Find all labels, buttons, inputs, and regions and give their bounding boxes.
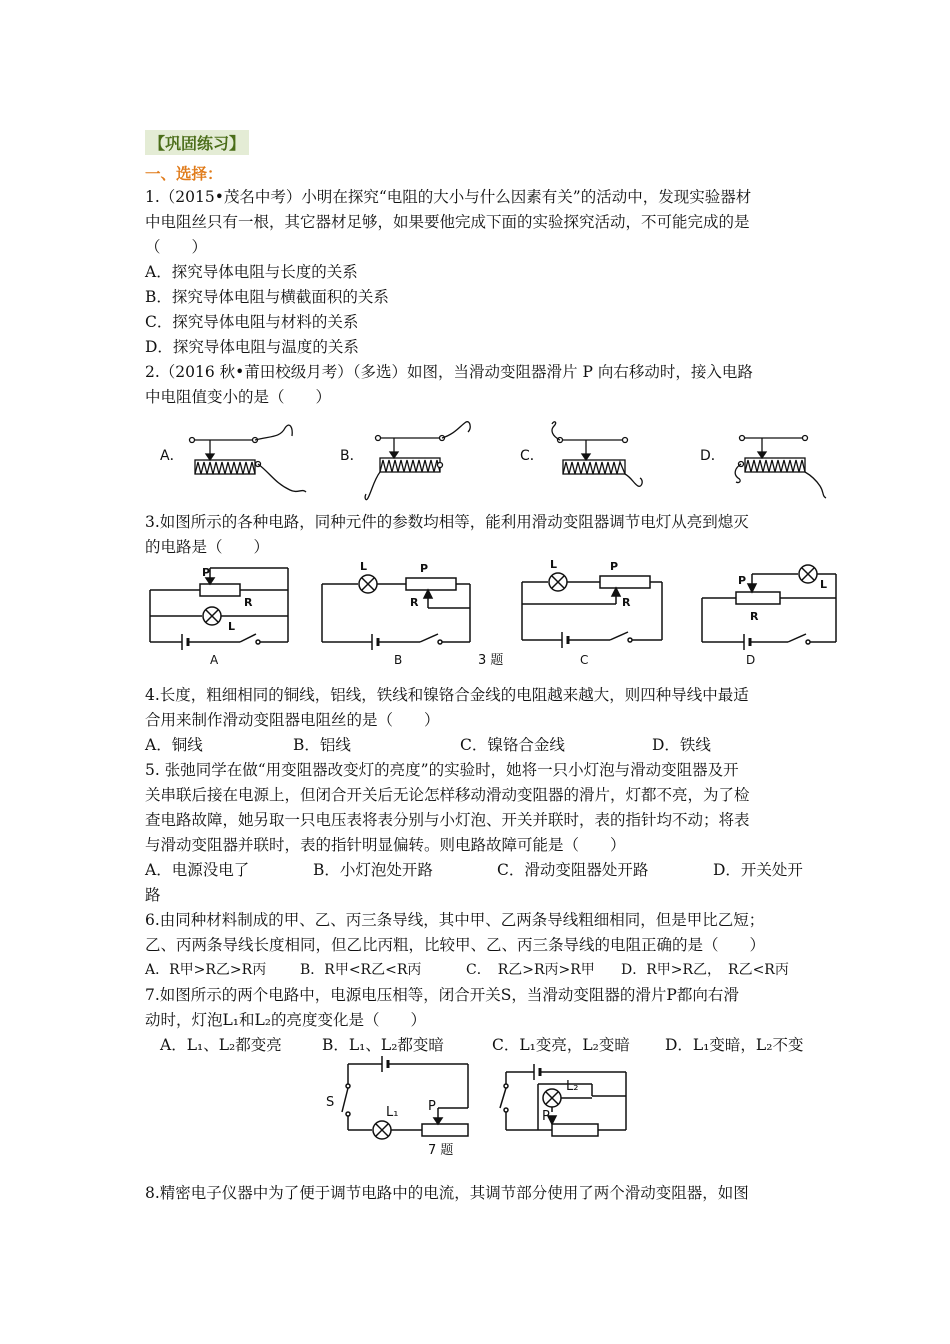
q2-line1: 2.（2016 秋•莆田校级月考）（多选）如图，当滑动变阻器滑片 P 向右移动时，接入电路 [145,363,753,381]
q3-d-label-p: P [738,574,747,587]
q7-figure-caption: 7 题 [428,1143,454,1158]
q1-line3: （ ） [145,238,208,256]
q2-figure-c [552,422,642,486]
q7-option-b: B．L₁、L₂都变暗 [322,1036,444,1054]
q2-figure-a [190,425,307,492]
q7-option-c: C．L₁变亮，L₂变暗 [492,1036,630,1054]
q3-circuit-figures [140,560,840,672]
q6-option-c: C． R乙>R丙>R甲 [466,962,595,978]
q5-option-d-wrap: 路 [145,886,161,904]
q4-option-c: C．镍铬合金线 [460,736,565,754]
q3-d-label-l: L [820,578,828,591]
q3-line1: 3.如图所示的各种电路，同种元件的参数均相等，能利用滑动变阻器调节电灯从亮到熄灭 [145,513,749,531]
q7-label-l1: L₁ [386,1105,399,1120]
q3-c-label-l: L [550,560,558,571]
q5-option-c: C．滑动变阻器处开路 [497,861,649,879]
q3-letter-a: A [210,653,219,667]
q6-option-b: B．R甲<R乙<R丙 [300,962,422,978]
section-title: 【巩固练习】 [145,130,249,155]
q1-option-c: C．探究导体电阻与材料的关系 [145,313,359,331]
q4-option-b: B．铝线 [293,736,351,754]
q4-option-a: A．铜线 [145,736,203,754]
q6-option-a: A．R甲>R乙>R丙 [145,962,267,978]
q3-a-label-r: R [244,596,253,609]
q7-label-s: S [326,1095,335,1110]
q5-line3: 查电路故障，她另取一只电压表将表分别与小灯泡、开关并联时，表的指针均不动；将表 [145,811,750,829]
q7-label-l2: L₂ [566,1079,579,1094]
q2-label-b: B． [340,448,364,464]
q3-letter-d: D [746,653,756,667]
q3-a-label-p: P [202,566,211,579]
q3-a-label-l: L [228,620,236,633]
q2-label-c: C． [520,448,544,464]
q7-circuit-right [500,1064,626,1136]
q7-line2: 动时，灯泡L₁和L₂的亮度变化是（ ） [145,1011,427,1029]
q1-option-a: A．探究导体电阻与长度的关系 [145,263,358,281]
q7-label-p-right: P [542,1109,550,1124]
q3-d-label-r: R [750,610,759,623]
q2-rheostat-figures [150,418,830,503]
q3-circuit-d [702,565,836,650]
q7-option-a: A．L₁、L₂都变亮 [160,1036,282,1054]
q3-b-label-p: P [420,562,429,575]
q7-circuit-figures [320,1056,640,1158]
q1-option-b: B．探究导体电阻与横截面积的关系 [145,288,389,306]
q2-label-d: D． [700,448,725,464]
q3-circuit-a [150,568,288,650]
q2-figure-d [735,436,826,499]
q1-line2: 中电阻丝只有一根，其它器材足够，如果要他完成下面的实验探究活动，不可能完成的是 [145,213,750,231]
q5-option-a: A．电源没电了 [145,861,250,879]
subheading: 一、选择： [145,164,223,183]
q4-line1: 4.长度，粗细相同的铜线，铝线，铁线和镍铬合金线的电阻越来越大，则四种导线中最适 [145,686,749,704]
q3-circuit-c [522,573,662,648]
q7-label-p-left: P [428,1099,436,1114]
q3-b-label-l: L [360,560,368,573]
q3-c-label-r: R [622,596,631,609]
q5-line2: 关串联后接在电源上，但闭合开关后无论怎样移动滑动变阻器的滑片，灯都不亮，为了检 [145,786,750,804]
q7-option-d: D．L₁变暗，L₂不变 [665,1036,804,1054]
q8-line1: 8.精密电子仪器中为了便于调节电路中的电流，其调节部分使用了两个滑动变阻器，如图 [145,1184,749,1202]
q7-circuit-left [342,1056,468,1139]
q2-figure-b [365,422,470,500]
q6-line1: 6.由同种材料制成的甲、乙、丙三条导线，其中甲、乙两条导线粗细相同，但是甲比乙短； [145,911,765,929]
q2-line2: 中电阻值变小的是（ ） [145,388,332,406]
q7-line1: 7.如图所示的两个电路中，电源电压相等，闭合开关S，当滑动变阻器的滑片P都向右滑 [145,986,739,1004]
q4-option-d: D．铁线 [652,736,711,754]
q3-c-label-p: P [610,560,619,573]
q3-circuit-b [322,575,470,650]
q3-letter-c: C [580,653,589,667]
q5-line4: 与滑动变阻器并联时，表的指针明显偏转。则电路故障可能是（ ） [145,836,626,854]
q1-option-d: D．探究导体电阻与温度的关系 [145,338,359,356]
q5-line1: 5. 张弛同学在做“用变阻器改变灯的亮度”的实验时，她将一只小灯泡与滑动变阻器及开 [145,761,739,779]
q3-line2: 的电路是（ ） [145,538,270,556]
q5-option-d: D．开关处开 [713,861,803,879]
q2-label-a: A． [160,448,184,464]
q3-letter-b: B [394,653,403,667]
q4-line2: 合用来制作滑动变阻器电阻丝的是（ ） [145,711,440,729]
q3-figure-caption: 3 题 [478,653,504,668]
q6-line2: 乙、丙两条导线长度相同，但乙比丙粗，比较甲、乙、丙三条导线的电阻正确的是（ ） [145,936,766,954]
q6-option-d: D．R甲>R乙， R乙<R丙 [621,962,789,978]
q3-b-label-r: R [410,596,419,609]
q5-option-b: B．小灯泡处开路 [313,861,433,879]
q1-line1: 1.（2015•茂名中考）小明在探究“电阻的大小与什么因素有关”的活动中，发现实验器材 [145,188,752,206]
